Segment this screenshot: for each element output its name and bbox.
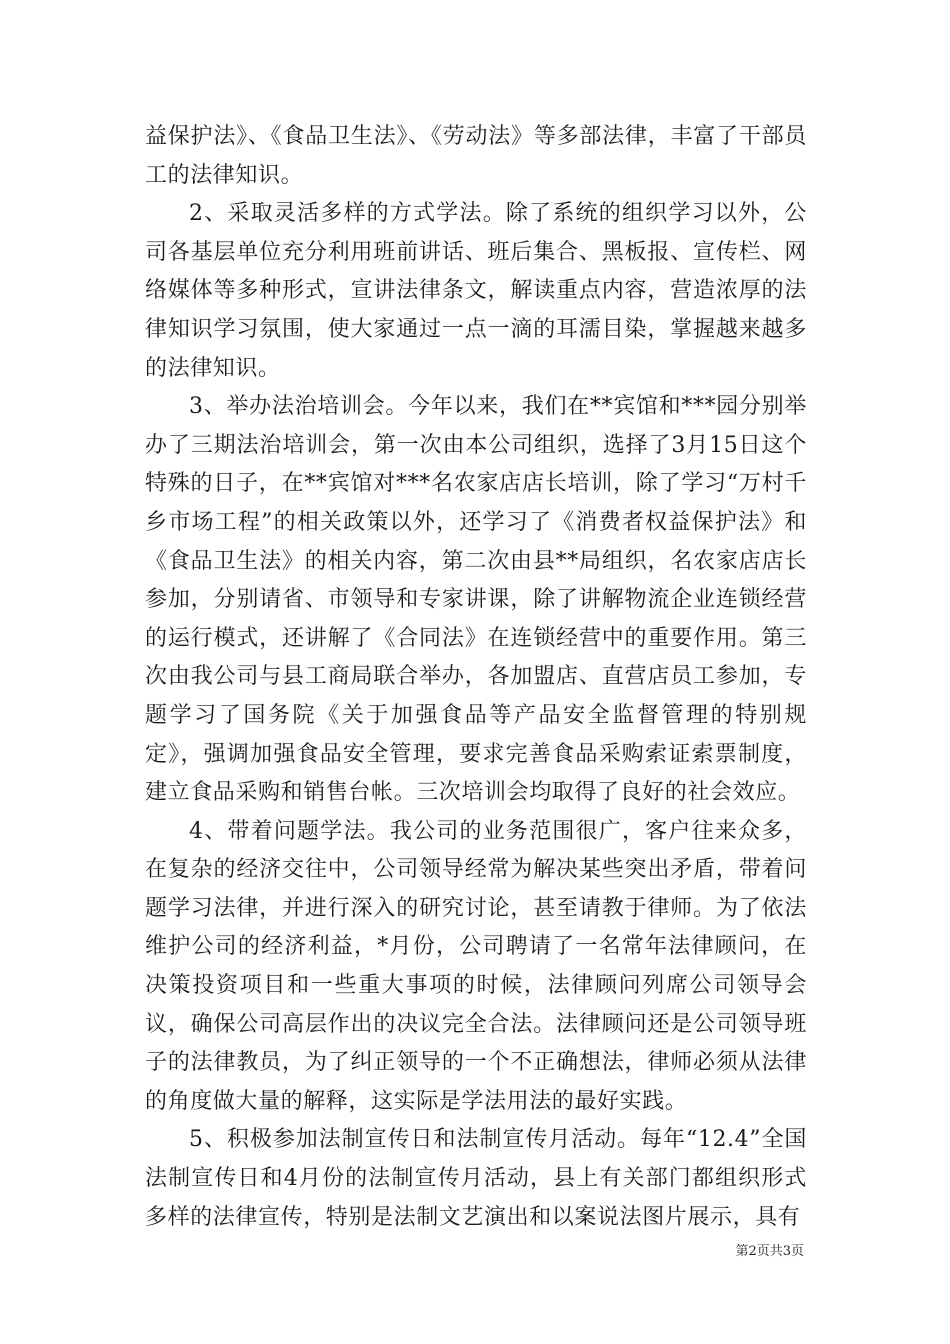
paragraph-item-2: 2、采取灵活多样的方式学法。除了系统的组织学习以外，公司各基层单位充分利用班前讲话、班后集合、黑板报、宣传栏、网络媒体等多种形式，宣讲法律条文，解读重点内容，营造浓厚的法律知识学习氛围，使大家通过一点一滴的耳濡目染，掌握越来越多的法律知识。 [145, 201, 807, 381]
page-number-footer: 第2页共3页 [735, 1244, 804, 1259]
paragraph-item-4: 4、带着问题学法。我公司的业务范围很广，客户往来众多，在复杂的经济交往中，公司领导经常为解决某些突出矛盾，带着问题学习法律，并进行深入的研究讨论，甚至请教于律师。为了依法维护公司的经济利益，*月份，公司聘请了一名常年法律顾问，在决策投资项目和一些重大事项的时候，法律顾问列席公司领导会议，确保公司高层作出的决议完全合法。法律顾问还是公司领导班子的法律教员，为了纠正领导的一个不正确想法，律师必须从法律的角度做大量的解释，这实际是学法用法的最好实践。 [145, 818, 807, 1114]
document-body [145, 118, 807, 1237]
paragraph-item-3: 3、举办法治培训会。今年以来，我们在**宾馆和***园分别举办了三期法治培训会，第一次由本公司组织，选择了3月15日这个特殊的日子，在**宾馆对***名农家店店长培训，除了学习“万村千乡市场工程”的相关政策以外，还学习了《消费者权益保护法》和《食品卫生法》的相关内容，第二次由县**局组织，名农家店店长参加，分别请省、市领导和专家讲课，除了讲解物流企业连锁经营的运行模式，还讲解了《合同法》在连锁经营中的重要作用。第三次由我公司与县工商局联合举办，各加盟店、直营店员工参加，专题学习了国务院《关于加强食品等产品安全监督管理的特别规定》，强调加强食品安全管理，要求完善食品采购索证索票制度，建立食品采购和销售台帐。三次培训会均取得了良好的社会效应。 [145, 394, 807, 806]
paragraph-item-5: 5、积极参加法制宣传日和法制宣传月活动。每年“12.4”全国法制宣传日和4月份的法制宣传月活动，县上有关部门都组织形式多样的法律宣传，特别是法制文艺演出和以案说法图片展示，具有 [145, 1127, 807, 1230]
paragraph-continued: 益保护法》、《食品卫生法》、《劳动法》等多部法律，丰富了干部员工的法律知识。 [145, 124, 807, 188]
